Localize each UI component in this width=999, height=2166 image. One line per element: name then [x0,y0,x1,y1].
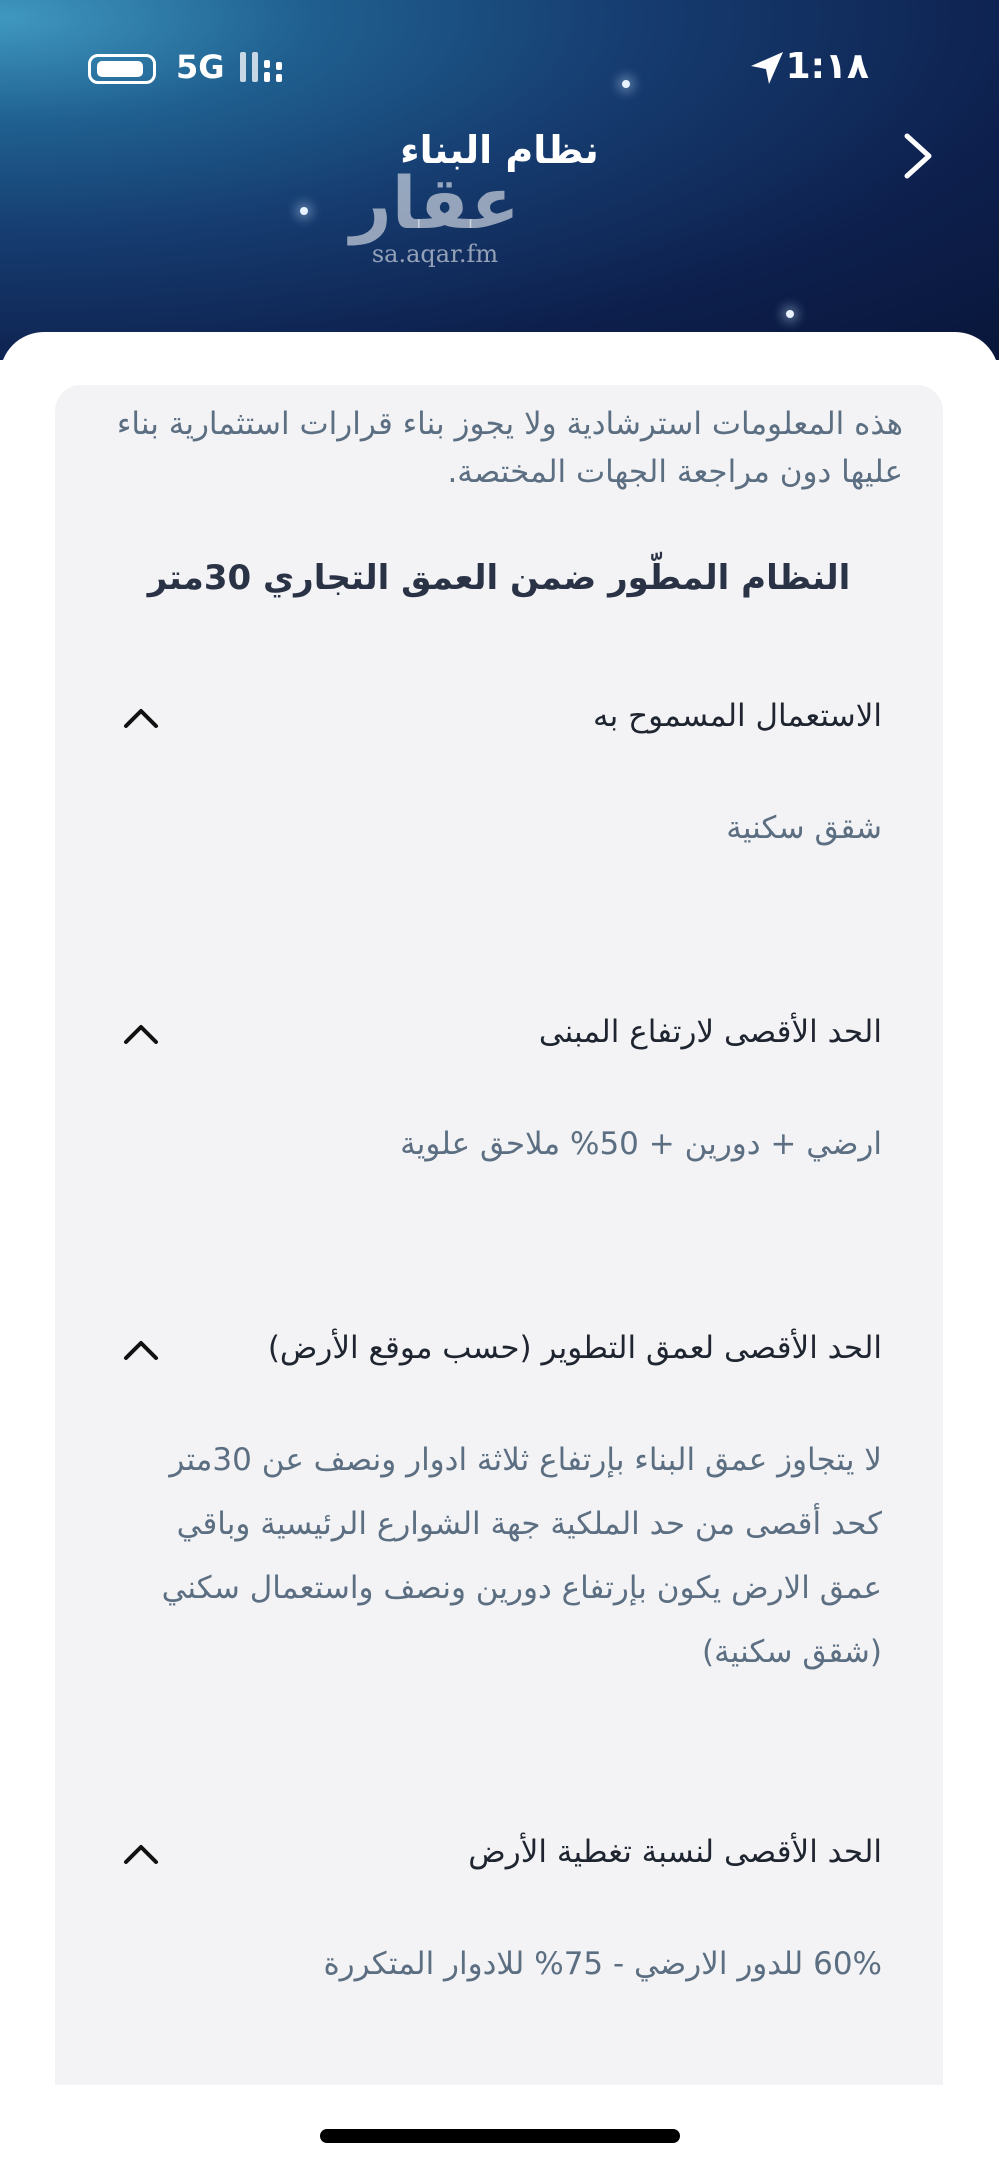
battery-icon [88,54,156,84]
accordion-title: الحد الأقصى لعمق التطوير (حسب موقع الأرض) [267,1330,882,1366]
chevron-up-icon[interactable] [122,1336,160,1364]
accordion-header-max-height[interactable] [110,1006,882,1066]
header-bar [0,0,999,360]
section-heading: النظام المطّور ضمن العمق التجاري 30متر [147,558,851,598]
accordion-header-permitted-use[interactable] [110,690,882,750]
accordion-title: الاستعمال المسموح به [592,698,882,734]
chevron-up-icon[interactable] [122,1840,160,1868]
accordion-value: ارضي + دورين + 50% ملاحق علوية [400,1126,882,1162]
network-type: 5G [176,48,225,86]
accordion-header-coverage-ratio[interactable] [110,1826,882,1886]
disclaimer-text: هذه المعلومات استرشادية ولا يجوز بناء قرارات استثمارية بناء عليها دون مراجعة الجهات المختصة. [116,406,903,490]
chevron-up-icon[interactable] [122,704,160,732]
location-arrow-icon [747,48,787,88]
star-decoration [622,80,630,88]
page-title: نظام البناء [400,128,599,172]
watermark-url: sa.aqar.fm [371,240,499,268]
accordion-header-max-depth[interactable] [110,1322,882,1382]
accordion-title: الحد الأقصى لارتفاع المبنى [538,1014,882,1050]
accordion-title: الحد الأقصى لنسبة تغطية الأرض [468,1834,882,1870]
accordion-value: شقق سكنية [726,810,882,846]
home-indicator[interactable] [320,2129,680,2143]
chevron-up-icon[interactable] [122,1020,160,1048]
star-decoration [300,207,308,215]
star-decoration [786,310,794,318]
status-time: 1:١٨ [785,46,869,87]
watermark [350,161,520,269]
accordion-value: 60% للدور الارضي - 75% للادوار المتكررة [323,1946,882,1982]
signal-icon [240,50,290,86]
accordion-value: لا يتجاوز عمق البناء بإرتفاع ثلاثة ادوار ونصف عن 30متر كحد أقصى من حد الملكية جهة الشوارع الرئيسية وباقي عمق الارض يكون بإرتفاع دورين ونصف واستعمال سكني (شقق سكنية) [161,1442,882,1670]
watermark-logo: عقار [350,161,520,245]
